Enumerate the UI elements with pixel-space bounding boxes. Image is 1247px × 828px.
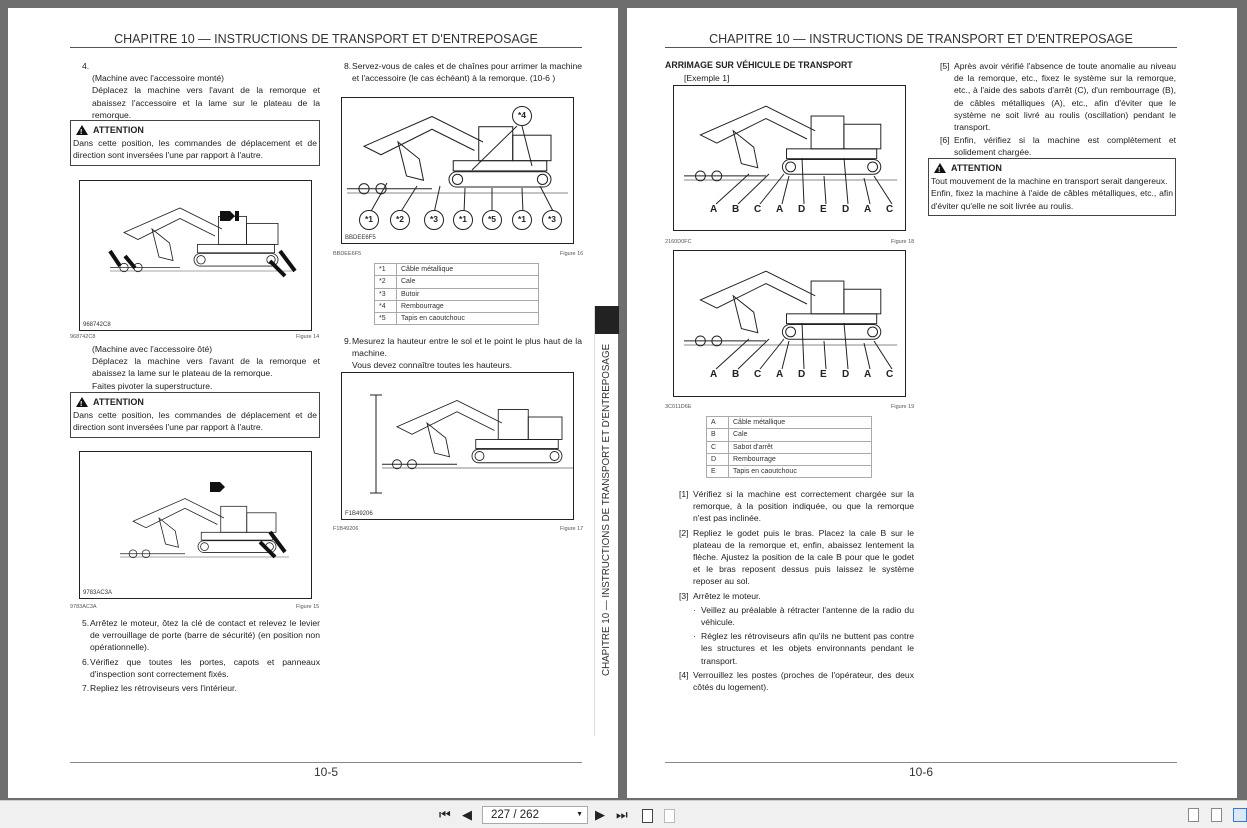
figure-id: BBDEE6F5 (345, 235, 376, 241)
callout-label: *1 (359, 210, 379, 230)
legend-description: Butoir (397, 288, 539, 300)
step-text: Servez-vous de cales et de chaînes pour arrimer la machine et l'accessoire (le cas échéant) à la remorque. (10-6 ) (352, 61, 582, 84)
callout-label: *5 (482, 210, 502, 230)
legend-row (707, 441, 872, 453)
warning-icon (934, 163, 946, 173)
step-text: Faites pivoter la superstructure. (92, 380, 213, 391)
step-4 (82, 60, 320, 121)
callout-letter: E (820, 369, 827, 380)
step-text: Mesurez la hauteur entre le sol et le point le plus haut de la machine. (352, 336, 582, 359)
item-text: Verrouillez les postes (proches de l'opérateur, des deux côtés du logement). (693, 669, 914, 693)
figure-id-caption: F1B49206 (333, 526, 359, 532)
step-4-alt (82, 343, 320, 392)
step-9 (344, 335, 582, 372)
step-text: (Machine avec l'accessoire monté) (92, 73, 225, 84)
tab-marker (595, 306, 619, 334)
callout-letter: C (754, 204, 762, 215)
legend-key: *5 (375, 313, 397, 325)
bullet-icon: · (693, 631, 696, 642)
figure-id-caption: 9783AC3A (70, 604, 97, 610)
legend-description: Cale (729, 429, 872, 441)
callout-letter: D (842, 369, 850, 380)
list-item (679, 669, 914, 693)
warning-icon (76, 125, 88, 135)
side-tab-text: CHAPITRE 10 — INSTRUCTIONS DE TRANSPORT ET D'ENTREPOSAGE (601, 343, 612, 676)
next-page-button[interactable]: ▶ (595, 807, 605, 822)
step-item (82, 656, 320, 680)
first-page-button[interactable]: ⏮ (439, 807, 451, 822)
footer-divider (70, 762, 582, 763)
copy-page-icon[interactable] (642, 809, 653, 823)
callout-letter: C (754, 369, 762, 380)
legend-row (707, 466, 872, 478)
chapter-header: CHAPITRE 10 — INSTRUCTIONS DE TRANSPORT ET D'ENTREPOSAGE (709, 32, 1133, 46)
step-number: 4. (82, 61, 90, 71)
legend-key: A (707, 417, 729, 429)
figure-caption: Figure 15 (296, 604, 320, 610)
paste-page-icon[interactable] (664, 809, 675, 823)
callout-letter: C (886, 369, 894, 380)
callout-letter: D (842, 204, 850, 215)
item-number: [5] (940, 61, 950, 71)
callout-label: *4 (512, 106, 532, 126)
attention-title: ATTENTION (951, 163, 1002, 173)
step-text: Arrêtez le moteur, ôtez la clé de contact et relevez le levier de verrouillage de porte (barre de sécurité) (en position non opérationnelle). (90, 618, 320, 653)
step-text: Déplacez la machine vers l'avant de la remorque et abaissez la lame sur le plateau de la remorque. (92, 356, 320, 379)
item-number: [3] (679, 590, 689, 601)
step-number: 8. (344, 61, 352, 71)
item-6 (940, 134, 1176, 158)
legend-description: Rembourrage (729, 453, 872, 465)
bullet-text: Veillez au préalable à rétracter l'antenne de la radio du véhicule. (701, 604, 914, 628)
left-page (8, 8, 618, 798)
step-text: Déplacez la machine vers l'avant de la remorque et abaissez l'accessoire et la lame sur le plateau de la remorque. (92, 85, 320, 120)
callout-letter: A (776, 369, 784, 380)
legend-key: B (707, 429, 729, 441)
bullet-icon: · (693, 604, 696, 615)
figure-id: 9783AC3A (83, 590, 113, 596)
legend-key: C (707, 441, 729, 453)
continuous-view-icon[interactable] (1211, 808, 1222, 822)
single-page-view-icon[interactable] (1188, 808, 1199, 822)
legend-row (707, 453, 872, 465)
two-page-view-icon[interactable] (1233, 808, 1247, 822)
section-title: ARRIMAGE SUR VÉHICULE DE TRANSPORT (665, 60, 853, 70)
figure-caption: Figure 17 (560, 526, 584, 532)
figure-id-caption: 3C011D6E (665, 404, 692, 410)
item-number: [4] (679, 669, 689, 680)
legend-row (707, 417, 872, 429)
steps-5-7 (82, 617, 320, 696)
legend-table-16 (374, 263, 539, 325)
item-text: Repliez le godet puis le bras. Placez la cale B sur le plateau de la remorque et, enfin, abaissez lentement la flèche. Ajustez la position de la cale B pour que le godet et le bras reposent dessus puis laissez le système reposer au sol. (693, 527, 914, 587)
callout-label: *3 (542, 210, 562, 230)
callout-letter: A (864, 369, 872, 380)
callout-label: *3 (424, 210, 444, 230)
attention-title: ATTENTION (93, 125, 144, 135)
legend-description: Câble métallique (729, 417, 872, 429)
legend-row (375, 288, 539, 300)
figure-caption: Figure 16 (560, 251, 584, 257)
legend-row (375, 313, 539, 325)
legend-key: *2 (375, 276, 397, 288)
legend-row (375, 276, 539, 288)
viewer-toolbar (0, 800, 1247, 828)
step-number: 6. (82, 656, 90, 667)
item-number: [6] (940, 135, 950, 145)
figure-id: 968742C8 (83, 322, 111, 328)
figure-caption: Figure 18 (891, 239, 915, 245)
legend-description: Câble métallique (397, 264, 539, 276)
figure-16 (341, 97, 574, 244)
instructions-list (679, 488, 914, 693)
legend-description: Rembourrage (397, 300, 539, 312)
item-number: [1] (679, 489, 689, 499)
step-item (82, 617, 320, 654)
chapter-side-tab (594, 306, 618, 736)
figure-14 (79, 180, 312, 331)
attention-box (70, 120, 320, 166)
item-number: [2] (679, 527, 689, 538)
page-indicator: 227 / 262 (491, 809, 539, 821)
step-item (82, 682, 320, 694)
figure-id-caption: BBDEE6F5 (333, 251, 362, 257)
figure-19 (673, 250, 906, 397)
legend-row (375, 300, 539, 312)
right-page (627, 8, 1237, 798)
callout-letter: A (864, 204, 872, 215)
step-number: 5. (82, 618, 90, 628)
callout-letter: C (886, 204, 894, 215)
page-number: 10-5 (313, 765, 339, 779)
attention-text: Enfin, fixez la machine à l'aide de câbles métalliques, etc., afin d'éviter qu'elle ne soit livrée au roulis. (931, 188, 1173, 211)
step-text: (Machine avec l'accessoire ôté) (92, 344, 213, 354)
legend-description: Sabot d'arrêt (729, 441, 872, 453)
step-number: 7. (82, 683, 90, 694)
bullet-item (679, 604, 914, 628)
attention-text: Dans cette position, les commandes de déplacement et de direction sont inversées l'une par rapport à l'autre. (73, 138, 317, 161)
warning-icon (76, 397, 88, 407)
step-8 (344, 60, 582, 84)
legend-key: *4 (375, 300, 397, 312)
previous-page-button[interactable]: ◀ (462, 807, 472, 822)
figure-caption: Figure 19 (891, 404, 915, 410)
example-label: [Exemple 1] (684, 73, 730, 83)
callout-letter: A (710, 204, 718, 215)
figure-id-caption: 968742C8 (70, 334, 96, 340)
attention-box (70, 392, 320, 438)
legend-table-19 (706, 416, 872, 478)
figure-id: F1B49206 (345, 511, 373, 517)
step-text: Vous devez connaître toutes les hauteurs. (352, 360, 513, 371)
legend-description: Tapis en caoutchouc (729, 466, 872, 478)
attention-box (928, 158, 1176, 216)
list-item (679, 590, 914, 602)
header-divider (665, 47, 1177, 48)
callout-letter: A (776, 204, 784, 215)
header-divider (70, 47, 582, 48)
attention-text: Tout mouvement de la machine en transport serait dangereux. (931, 176, 1168, 187)
callout-letter: E (820, 204, 827, 215)
callout-letter: B (732, 369, 740, 380)
figure-18 (673, 85, 906, 231)
callout-label: *1 (453, 210, 473, 230)
legend-description: Tapis en caoutchouc (397, 313, 539, 325)
figure-id-caption: 2160D0FC (665, 239, 692, 245)
last-page-button[interactable]: ⏭ (616, 807, 628, 822)
figure-15 (79, 451, 312, 599)
footer-divider (665, 762, 1177, 763)
chapter-header: CHAPITRE 10 — INSTRUCTIONS DE TRANSPORT ET D'ENTREPOSAGE (114, 32, 538, 46)
item-text: Vérifiez si la machine est correctement chargée sur la remorque, à la position indiquée, ou que la remorque n'est pas inclinée. (693, 489, 914, 524)
attention-title: ATTENTION (93, 397, 144, 407)
legend-key: D (707, 453, 729, 465)
step-number: 9. (344, 336, 352, 346)
item-text: Arrêtez le moteur. (693, 590, 761, 601)
list-item (679, 488, 914, 525)
step-text: Vérifiez que toutes les portes, capots et panneaux d'inspection sont correctement fixés. (90, 656, 320, 679)
bullet-item (679, 630, 914, 667)
item-5 (940, 60, 1176, 133)
legend-row (375, 264, 539, 276)
step-text: Repliez les rétroviseurs vers l'intérieur. (90, 683, 237, 694)
callout-letter: A (710, 369, 718, 380)
figure-17 (341, 372, 574, 520)
callout-letter: D (798, 369, 806, 380)
legend-key: E (707, 466, 729, 478)
list-item (679, 527, 914, 588)
legend-key: *3 (375, 288, 397, 300)
item-text: Enfin, vérifiez si la machine est complètement et solidement chargée. (954, 135, 1176, 158)
legend-key: *1 (375, 264, 397, 276)
callout-letter: B (732, 204, 740, 215)
page-selector[interactable] (482, 806, 588, 824)
legend-description: Cale (397, 276, 539, 288)
bullet-text: Réglez les rétroviseurs afin qu'ils ne buttent pas contre les structures et les objets environnants pendant le transport. (701, 631, 914, 666)
attention-text: Dans cette position, les commandes de déplacement et de direction sont inversées l'une par rapport à l'autre. (73, 410, 317, 433)
legend-row (707, 429, 872, 441)
callout-label: *1 (512, 210, 532, 230)
item-text: Après avoir vérifié l'absence de toute anomalie au niveau de la remorque, etc., fixez le système sur la remorque, etc., à l'aide des sabots d'arrêt (C), d'un rembourrage (B), de câbles métalliques (A), etc., afin d'éviter que le système ne soit livré au roulis (oscillation) pendant le transport. (954, 61, 1176, 133)
page-number: 10-6 (908, 765, 934, 779)
chevron-down-icon: ▼ (576, 811, 583, 818)
figure-caption: Figure 14 (296, 334, 320, 340)
callout-letter: D (798, 204, 806, 215)
callout-label: *2 (390, 210, 410, 230)
